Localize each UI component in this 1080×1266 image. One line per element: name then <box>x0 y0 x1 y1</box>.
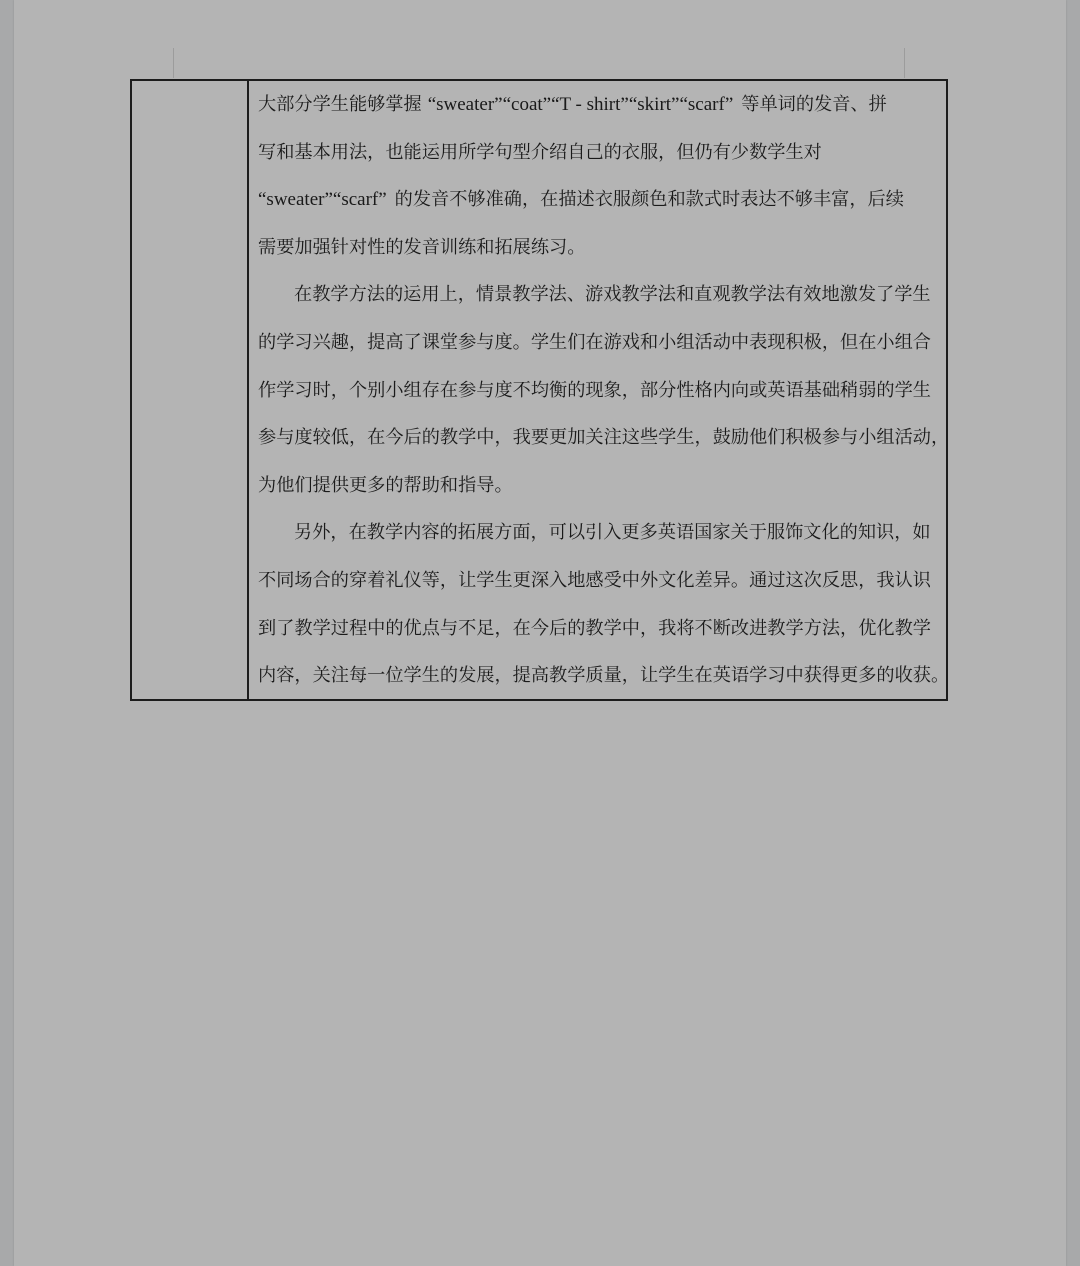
paragraph-2-line-3: 作学习时，个别小组存在参与度不均衡的现象，部分性格内向或英语基础稍弱的学生 <box>258 379 931 401</box>
paragraph-3-line-2: 不同场合的穿着礼仪等，让学生更深入地感受中外文化差异。通过这次反思，我认识 <box>258 569 931 591</box>
paragraph-3-line-1: 另外，在教学内容的拓展方面，可以引入更多英语国家关于服饰文化的知识，如 <box>294 522 931 544</box>
vocabulary-words: “sweater”“coat”“T - shirt”“skirt”“scarf” <box>427 94 734 115</box>
paragraph-1-line-4: 需要加强针对性的发音训练和拓展练习。 <box>258 236 586 258</box>
paragraph-1-line-1: 大部分学生能够掌握 “sweater”“coat”“T - shirt”“skirt”“scarf” 等单词的发音、拼 <box>258 94 887 115</box>
paragraph-1-line-3: “sweater”“scarf” 的发音不够准确，在描述衣服颜色和款式时表达不够丰富，后续 <box>258 189 904 211</box>
document-page <box>14 0 1066 1266</box>
right-margin-marker <box>904 48 905 78</box>
paragraph-2-line-2: 的学习兴趣，提高了课堂参与度。学生们在游戏和小组活动中表现积极，但在小组合 <box>258 331 931 353</box>
vocabulary-words: “sweater”“scarf” <box>258 189 387 211</box>
left-margin-marker <box>173 48 174 78</box>
reflection-table <box>130 79 948 701</box>
paragraph-2-line-5: 为他们提供更多的帮助和指导。 <box>258 474 513 496</box>
paragraph-3-line-4: 内容，关注每一位学生的发展，提高教学质量，让学生在英语学习中获得更多的收获。 <box>258 665 950 687</box>
paragraph-2-line-1: 在教学方法的运用上，情景教学法、游戏教学法和直观教学法有效地激发了学生 <box>294 284 931 306</box>
paragraph-2-line-4: 参与度较低，在今后的教学中，我要更加关注这些学生，鼓励他们积极参与小组活动， <box>258 427 950 449</box>
paragraph-3-line-3: 到了教学过程中的优点与不足，在今后的教学中，我将不断改进教学方法，优化教学 <box>258 617 931 639</box>
paragraph-1-line-2: 写和基本用法，也能运用所学句型介绍自己的衣服，但仍有少数学生对 <box>258 141 822 163</box>
table-label-cell <box>132 81 249 699</box>
table-content-cell <box>249 81 955 699</box>
